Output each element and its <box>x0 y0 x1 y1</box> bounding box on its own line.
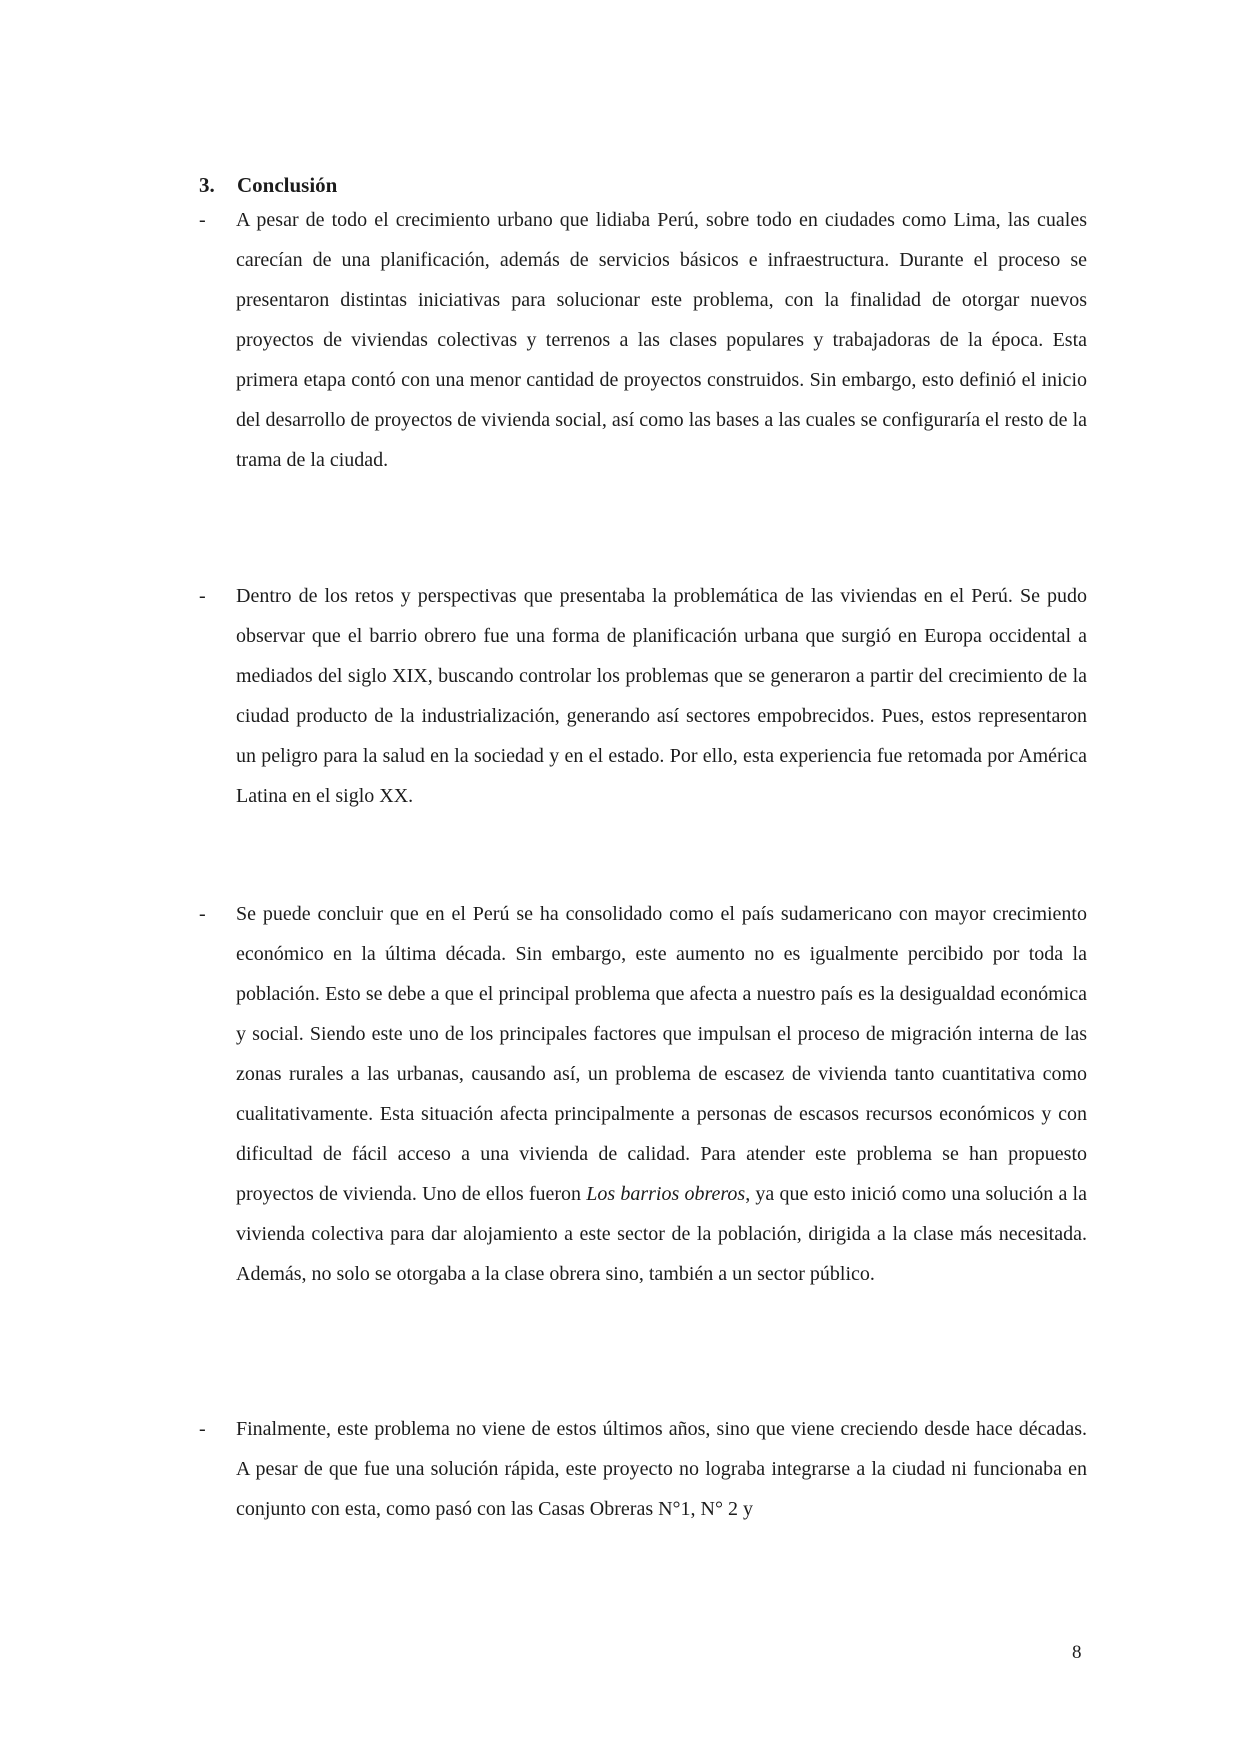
paragraph-text: A pesar de todo el crecimiento urbano que lidiaba Perú, sobre todo en ciudades como Lima, las cuales carecían de una planificación, además de servicios básicos e infraestructura. Durante el proceso se presentaron distintas iniciativas para solucionar este problema, con la finalidad de otorgar nuevos proyectos de viviendas colectivas y terrenos a las clases populares y trabajadoras de la época. Esta primera etapa contó con una menor cantidad de proyectos construidos. Sin embargo, esto definió el inicio del desarrollo de proyectos de vivienda social, así como las bases a las cuales se configuraría el resto de la trama de la ciudad. <box>236 209 1087 471</box>
section-number: 3. <box>199 173 215 197</box>
section-title: Conclusión <box>237 173 338 197</box>
paragraph-text: Dentro de los retos y perspectivas que presentaba la problemática de las viviendas en el Perú. Se pudo observar que el barrio obrero fue una forma de planificación urbana que surgió en Europa occidental a mediados del siglo XIX, buscando controlar los problemas que se generaron a partir del crecimiento de la ciudad producto de la industrialización, generando así sectores empobrecidos. Pues, estos representaron un peligro para la salud en la sociedad y en el estado. Por ello, esta experiencia fue retomada por América Latina en el siglo XX. <box>236 585 1087 807</box>
paragraph-text-part: Se puede concluir que en el Perú se ha consolidado como el país sudamericano con mayor crecimiento económico en la última década. Sin embargo, este aumento no es igualmente percibido por toda la población. Esto se debe a que el principal problema que afecta a nuestro país es la desigualdad económica y social. Siendo este uno de los principales factores que impulsan el proceso de migración interna de las zonas rurales a las urbanas, causando así, un problema de escasez de vivienda tanto cuantitativa como cualitativamente. Esta situación afecta principalmente a personas de escasos recursos económicos y con dificultad de fácil acceso a una vivienda de calidad. Para atender este problema se han propuesto proyectos de vivienda. Uno de ellos fueron <box>236 903 1087 1205</box>
italic-term: Los barrios obreros <box>586 1183 746 1205</box>
bullet-marker: - <box>199 585 206 607</box>
bullet-marker: - <box>199 903 206 925</box>
page-number: 8 <box>1072 1642 1082 1663</box>
paragraph-text: Finalmente, este problema no viene de estos últimos años, sino que viene creciendo desde hace décadas. A pesar de que fue una solución rápida, este proyecto no lograba integrarse a la ciudad ni funcionaba en conjunto con esta, como pasó con las Casas Obreras N°1, N° 2 y <box>236 1418 1087 1520</box>
bullet-marker: - <box>199 209 206 231</box>
paragraph-text <box>236 894 1087 1294</box>
bullet-marker: - <box>199 1418 206 1440</box>
section-heading <box>199 172 337 198</box>
paragraph-text-part: , ya que esto inició como una solución a la vivienda colectiva para dar alojamiento a este sector de la población, dirigida a la clase más necesitada. Además, no solo se otorgaba a la clase obrera sino, también a un sector público. <box>236 1183 1087 1285</box>
